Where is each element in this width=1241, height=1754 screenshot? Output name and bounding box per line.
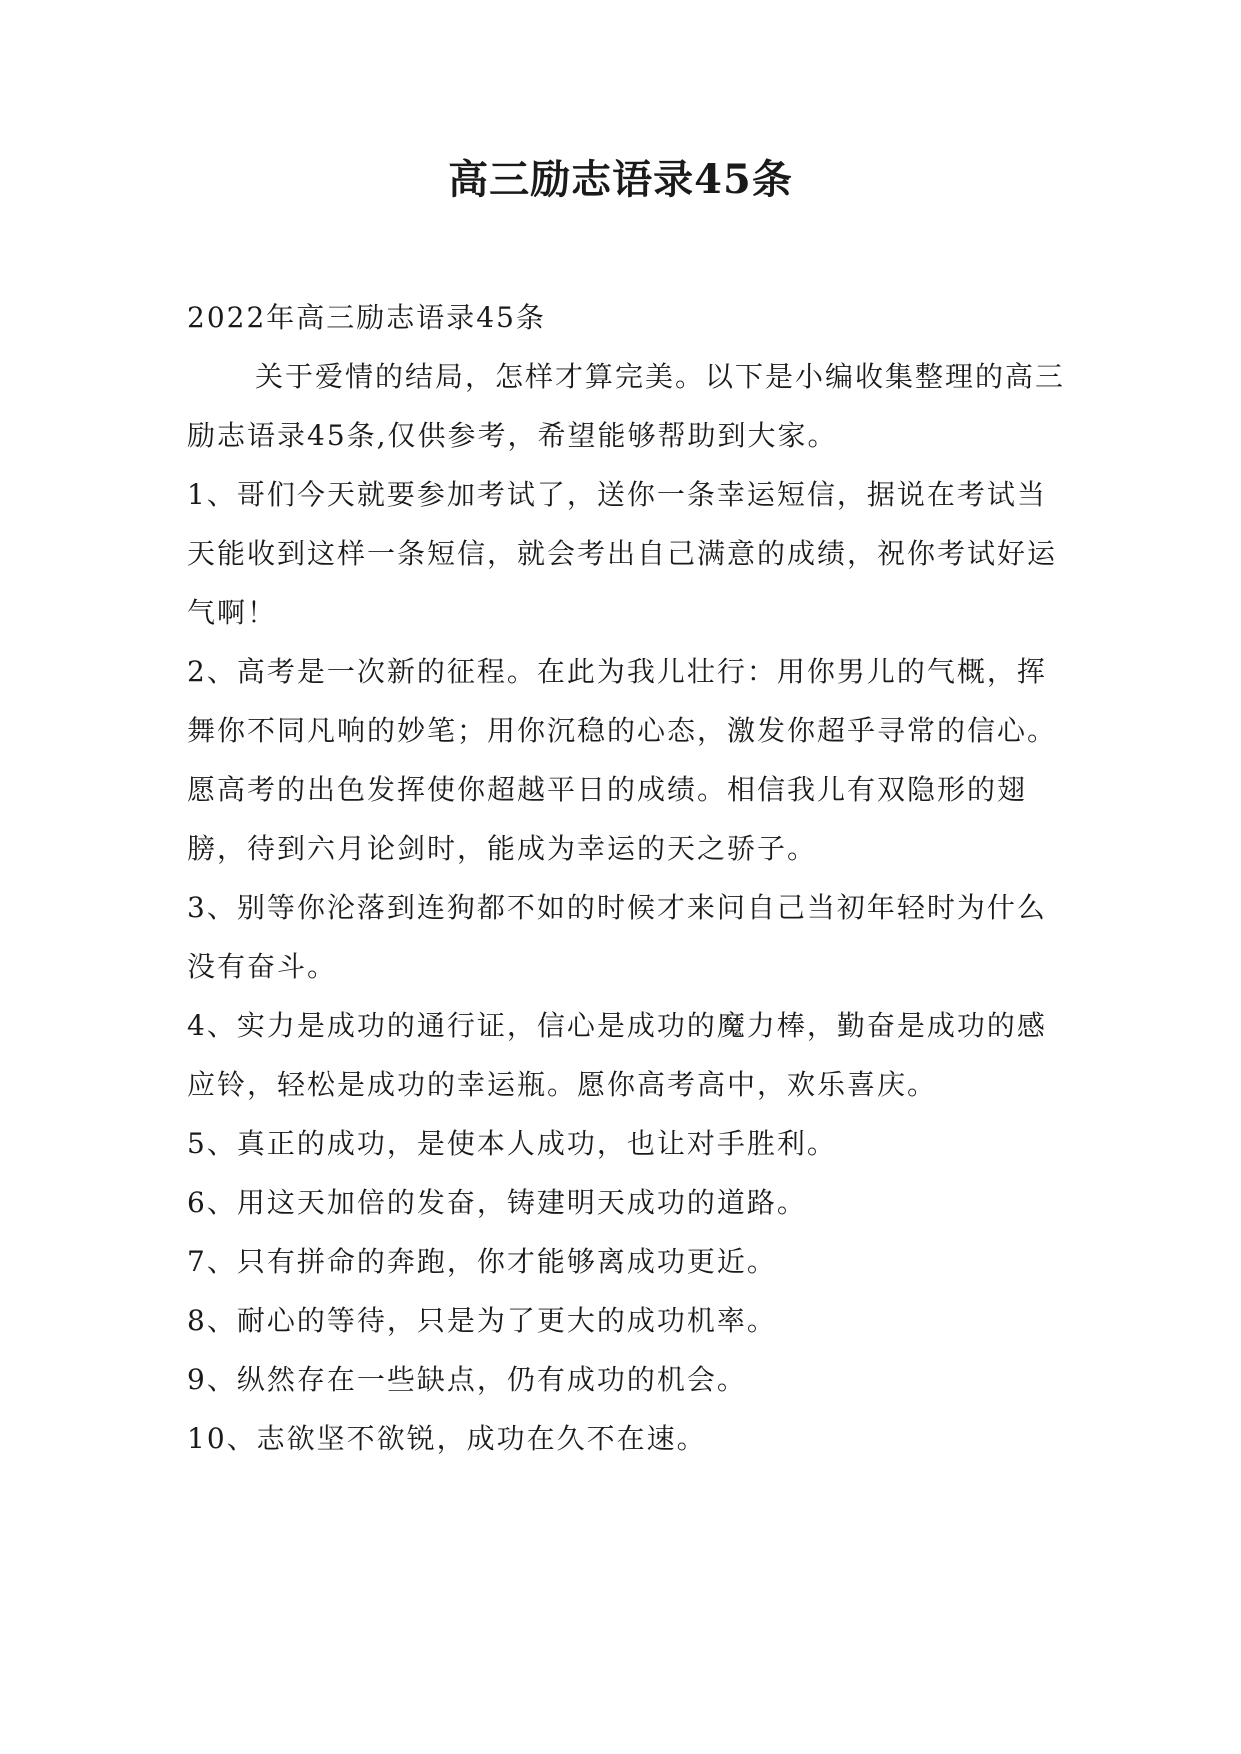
document-subtitle: 2022年高三励志语录45条 [187,301,546,334]
list-item: 5、真正的成功，是使本人成功，也让对手胜利。 [187,1127,837,1160]
list-item: 10、志欲坚不欲锐，成功在久不在速。 [187,1422,707,1455]
document-title: 高三励志语录45条 [448,156,793,203]
list-item: 4、实力是成功的通行证，信心是成功的魔力棒，勤奋是成功的感应铃，轻松是成功的幸运瓶。愿你高考高中，欢乐喜庆。 [187,1009,1047,1101]
list-item: 9、纵然存在一些缺点，仍有成功的机会。 [187,1363,747,1396]
list-item: 3、别等你沦落到连狗都不如的时候才来问自己当初年轻时为什么没有奋斗。 [187,891,1047,983]
list-item: 8、耐心的等待，只是为了更大的成功机率。 [187,1304,777,1337]
list-item: 7、只有拼命的奔跑，你才能够离成功更近。 [187,1245,777,1278]
intro-paragraph: 关于爱情的结局，怎样才算完美。以下是小编收集整理的高三励志语录45条,仅供参考，希望能够帮助到大家。 [187,360,1066,452]
document-body [187,288,1067,1468]
list-item: 1、哥们今天就要参加考试了，送你一条幸运短信，据说在考试当天能收到这样一条短信，就会考出自己满意的成绩，祝你考试好运气啊！ [187,478,1058,629]
list-item: 6、用这天加倍的发奋，铸建明天成功的道路。 [187,1186,807,1219]
list-item: 2、高考是一次新的征程。在此为我儿壮行：用你男儿的气概，挥舞你不同凡响的妙笔；用你沉稳的心态，激发你超乎寻常的信心。愿高考的出色发挥使你超越平日的成绩。相信我儿有双隐形的翅膀，待到六月论剑时，能成为幸运的天之骄子。 [187,655,1058,865]
